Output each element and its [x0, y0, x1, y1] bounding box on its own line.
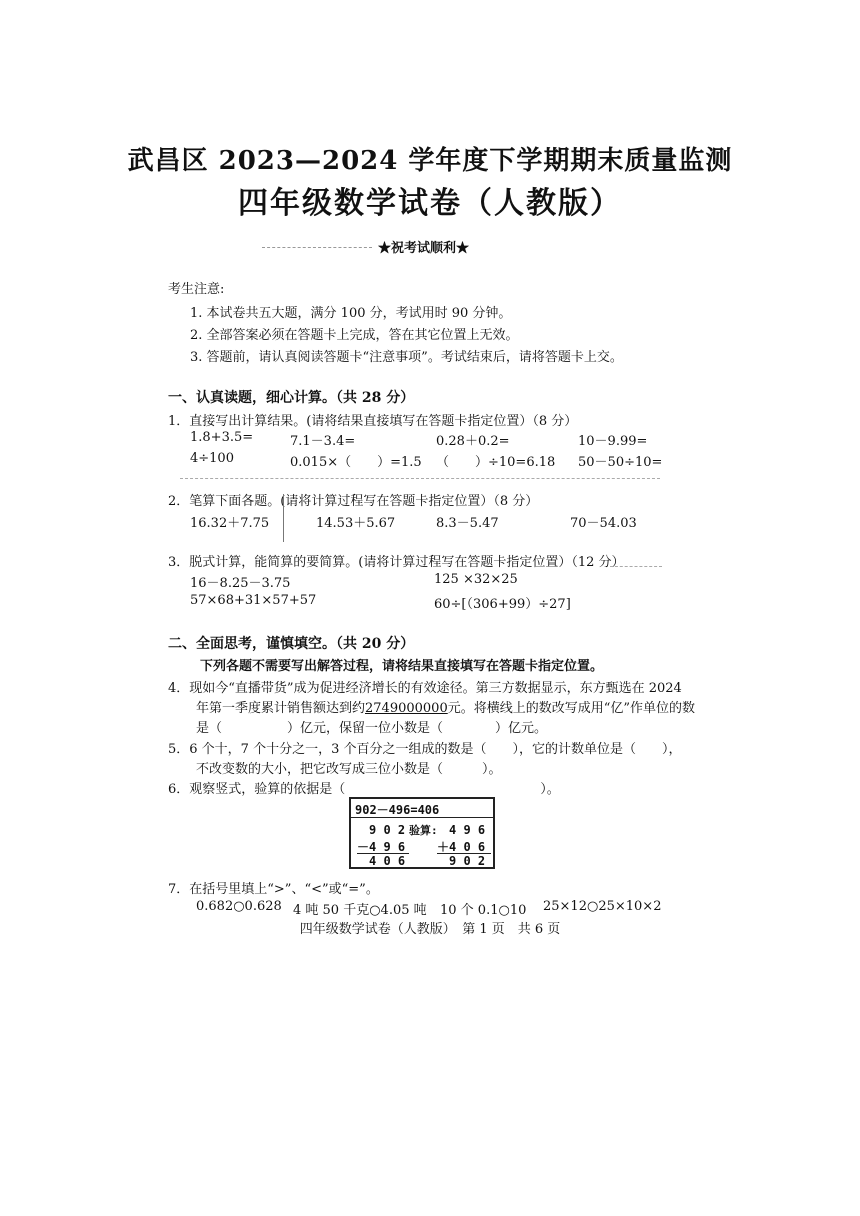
- right-bot: 9 0 2: [449, 854, 486, 868]
- q1-item: 0.015×（ ）=1.5: [290, 455, 422, 470]
- section2-instruction: 下列各题不需要写出解答过程，请将结果直接填写在答题卡指定位置。: [200, 659, 604, 674]
- vertical-calculation-box: [349, 797, 495, 869]
- q2-item: 16.32＋7.75: [190, 516, 270, 531]
- q1-item: 0.28＋0.2=: [436, 434, 510, 449]
- q4-line1: 4．现如今“直播带货”成为促进经济增长的有效途径。第三方数据显示，东方甄选在 2024: [168, 681, 682, 696]
- q2-item: 70－54.03: [570, 516, 637, 531]
- q5-line2: 不改变数的大小，把它改写成三位小数是（ ）。: [196, 762, 502, 777]
- q1-stem: 1．直接写出计算结果。(请将结果直接填写在答题卡指定位置）（8 分）: [168, 414, 578, 429]
- q1-item: 10－9.99=: [578, 434, 648, 449]
- q1-item: 4÷100: [190, 451, 234, 466]
- section1-title: 一、认真读题，细心计算。（共 28 分）: [168, 390, 415, 406]
- q3-item: 57×68+31×57+57: [190, 593, 317, 608]
- notice-item-2: 2. 全部答案必须在答题卡上完成，答在其它位置上无效。: [190, 328, 519, 343]
- scan-artifact-line: [610, 566, 662, 567]
- q6-line1: 6．观察竖式，验算的依据是（ ）。: [168, 782, 560, 797]
- verify-box-title: 902－496=406: [355, 803, 440, 817]
- q2-stem: 2．笔算下面各题。(请将计算过程写在答题卡指定位置）（8 分）: [168, 494, 539, 509]
- q7-item: 0.682○0.628: [196, 899, 282, 914]
- q1-item: 50－50÷10=: [578, 455, 663, 470]
- q3-item: 60÷[（306+99）÷27]: [434, 597, 571, 612]
- q1-item: （ ）÷10=6.18: [436, 455, 556, 470]
- exam-title-line2: 四年级数学试卷（人教版）: [238, 186, 622, 221]
- exam-title-line1: 武昌区 2023—2024 学年度下学期期末质量监测: [127, 146, 733, 176]
- left-top: 9 0 2: [369, 823, 406, 837]
- q5-line1: 5．6 个十，7 个十分之一，3 个百分之一组成的数是（ ），它的计数单位是（ ），: [168, 742, 682, 757]
- verify-label: 验算:: [409, 824, 438, 837]
- q4-line2-pre: 年第一季度累计销售额达到约: [196, 701, 366, 716]
- q1-item: 1.8+3.5=: [190, 430, 254, 445]
- decorative-divider: [262, 247, 372, 248]
- right-top: 4 9 6: [449, 823, 486, 837]
- good-luck-text: ★祝考试顺利★: [378, 241, 470, 256]
- right-mid: ＋4 0 6: [437, 840, 486, 854]
- left-bot: 4 0 6: [369, 854, 406, 868]
- q7-item: 25×12○25×10×2: [543, 899, 662, 914]
- q3-item: 16－8.25－3.75: [190, 576, 291, 591]
- q3-stem: 3．脱式计算，能简算的要简算。(请将计算过程写在答题卡指定位置）（12 分）: [168, 555, 625, 570]
- notice-heading: 考生注意:: [168, 282, 225, 297]
- page-footer: 四年级数学试卷（人教版） 第 1 页 共 6 页: [299, 922, 561, 937]
- q7-stem: 7．在括号里填上“>”、“<”或“=”。: [168, 882, 379, 897]
- q2-item: 8.3－5.47: [436, 516, 499, 531]
- q4-underlined-number: 2749000000: [365, 701, 448, 716]
- box-divider: [351, 817, 493, 818]
- q4-line2: [196, 697, 695, 716]
- q7-item: 4 吨 50 千克○4.05 吨: [293, 903, 427, 918]
- q4-line3: 是（ ）亿元，保留一位小数是（ ）亿元。: [196, 721, 548, 736]
- scan-artifact-vline: [283, 494, 284, 542]
- q7-item: 10 个 0.1○10: [440, 903, 527, 918]
- left-mid: －4 9 6: [357, 840, 406, 854]
- q2-item: 14.53＋5.67: [316, 516, 396, 531]
- q4-line2-post: 元。将横线上的数改写成用“亿”作单位的数: [447, 701, 696, 716]
- notice-item-3: 3. 答题前，请认真阅读答题卡“注意事项”。考试结束后，请将答题卡上交。: [190, 350, 623, 365]
- scan-artifact-line: [180, 478, 660, 479]
- notice-item-1: 1. 本试卷共五大题，满分 100 分，考试用时 90 分钟。: [190, 306, 512, 321]
- q3-item: 125 ×32×25: [434, 572, 518, 587]
- section2-title: 二、全面思考，谨慎填空。（共 20 分）: [168, 636, 415, 652]
- q1-item: 7.1－3.4=: [290, 434, 356, 449]
